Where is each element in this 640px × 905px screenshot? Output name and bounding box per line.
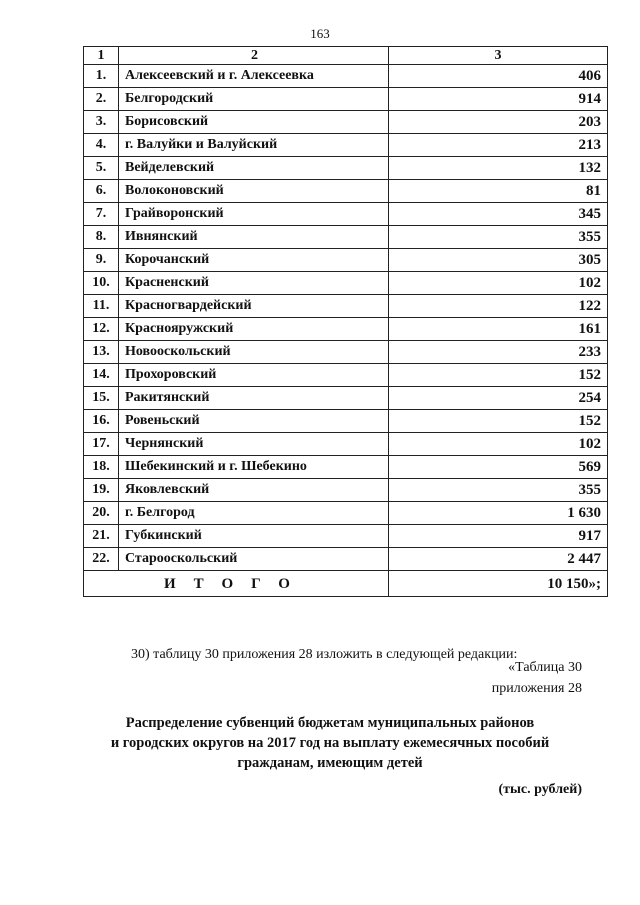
subsidy-value: 914: [389, 88, 608, 111]
header-col-2: 2: [119, 47, 389, 65]
district-name: Шебекинский и г. Шебекино: [119, 456, 389, 479]
row-number: 4.: [84, 134, 119, 157]
table-row: [84, 525, 608, 548]
row-number: 1.: [84, 65, 119, 88]
district-name: Волоконовский: [119, 180, 389, 203]
heading-line-1: Распределение субвенций бюджетам муниципальных районов: [125, 715, 535, 731]
row-number: 15.: [84, 387, 119, 410]
district-name: Ивнянский: [119, 226, 389, 249]
subsidy-value: 1 630: [389, 502, 608, 525]
table-row: [84, 479, 608, 502]
table-row: [84, 203, 608, 226]
subsidy-value: 2 447: [389, 548, 608, 571]
total-value: 10 150»;: [389, 571, 608, 597]
appendix-reference: приложения 28: [491, 681, 582, 696]
district-name: Красногвардейский: [119, 295, 389, 318]
district-name: Грайворонский: [119, 203, 389, 226]
table-row: [84, 502, 608, 525]
row-number: 16.: [84, 410, 119, 433]
district-name: Ровеньский: [119, 410, 389, 433]
district-name: Яковлевский: [119, 479, 389, 502]
row-number: 10.: [84, 272, 119, 295]
district-name: г. Валуйки и Валуйский: [119, 134, 389, 157]
district-name: Вейделевский: [119, 157, 389, 180]
row-number: 17.: [84, 433, 119, 456]
heading-line-3: гражданам, имеющим детей: [237, 755, 423, 771]
subsidy-value: 917: [389, 525, 608, 548]
subsidy-value: 152: [389, 410, 608, 433]
subsidy-value: 345: [389, 203, 608, 226]
table-row: [84, 364, 608, 387]
table-row: [84, 341, 608, 364]
table-row: [84, 249, 608, 272]
header-col-1: 1: [84, 47, 119, 65]
page-number: 163: [310, 26, 330, 41]
table-row: [84, 433, 608, 456]
subsidy-value: 305: [389, 249, 608, 272]
row-number: 5.: [84, 157, 119, 180]
subsidy-value: 122: [389, 295, 608, 318]
subsidy-value: 161: [389, 318, 608, 341]
table-row: [84, 548, 608, 571]
table-header-row: [84, 47, 608, 65]
row-number: 21.: [84, 525, 119, 548]
subsidy-value: 102: [389, 272, 608, 295]
total-label: ИТОГО: [84, 571, 389, 597]
district-name: Краснояружский: [119, 318, 389, 341]
district-name: г. Белгород: [119, 502, 389, 525]
row-number: 11.: [84, 295, 119, 318]
subsidy-value: 81: [389, 180, 608, 203]
district-name: Борисовский: [119, 111, 389, 134]
row-number: 9.: [84, 249, 119, 272]
row-number: 13.: [84, 341, 119, 364]
district-name: Старооскольский: [119, 548, 389, 571]
subsidy-value: 569: [389, 456, 608, 479]
subsidy-value: 406: [389, 65, 608, 88]
total-row: [84, 571, 608, 597]
section-heading: [60, 713, 600, 773]
subsidy-value: 203: [389, 111, 608, 134]
row-number: 3.: [84, 111, 119, 134]
heading-line-2: и городских округов на 2017 год на выплату ежемесячных пособий: [110, 735, 550, 751]
row-number: 22.: [84, 548, 119, 571]
table-row: [84, 111, 608, 134]
district-name: Красненский: [119, 272, 389, 295]
district-name: Ракитянский: [119, 387, 389, 410]
table-row: [84, 456, 608, 479]
subsidy-value: 213: [389, 134, 608, 157]
row-number: 12.: [84, 318, 119, 341]
table-row: [84, 226, 608, 249]
subsidy-value: 233: [389, 341, 608, 364]
subsidy-value: 132: [389, 157, 608, 180]
table-row: [84, 295, 608, 318]
subsidy-value: 355: [389, 226, 608, 249]
row-number: 19.: [84, 479, 119, 502]
subsidy-value: 152: [389, 364, 608, 387]
district-name: Новооскольский: [119, 341, 389, 364]
subsidy-value: 355: [389, 479, 608, 502]
table-row: [84, 272, 608, 295]
district-name: Корочанский: [119, 249, 389, 272]
row-number: 14.: [84, 364, 119, 387]
district-name: Прохоровский: [119, 364, 389, 387]
row-number: 6.: [84, 180, 119, 203]
subsidy-value: 254: [389, 387, 608, 410]
table-row: [84, 88, 608, 111]
row-number: 8.: [84, 226, 119, 249]
table-row: [84, 387, 608, 410]
district-name: Алексеевский и г. Алексеевка: [119, 65, 389, 88]
instruction-text: 30) таблицу 30 приложения 28 изложить в следующей редакции:: [131, 647, 518, 662]
table-row: [84, 318, 608, 341]
table-row: [84, 180, 608, 203]
district-name: Чернянский: [119, 433, 389, 456]
subsidy-table: [83, 46, 608, 597]
table-row: [84, 410, 608, 433]
row-number: 7.: [84, 203, 119, 226]
district-name: Губкинский: [119, 525, 389, 548]
subsidy-value: 102: [389, 433, 608, 456]
table-row: [84, 134, 608, 157]
row-number: 2.: [84, 88, 119, 111]
table-row: [84, 65, 608, 88]
row-number: 20.: [84, 502, 119, 525]
units-label: (тыс. рублей): [498, 782, 582, 797]
district-name: Белгородский: [119, 88, 389, 111]
header-col-3: 3: [389, 47, 608, 65]
row-number: 18.: [84, 456, 119, 479]
table-reference: «Таблица 30: [508, 660, 582, 675]
table-row: [84, 157, 608, 180]
